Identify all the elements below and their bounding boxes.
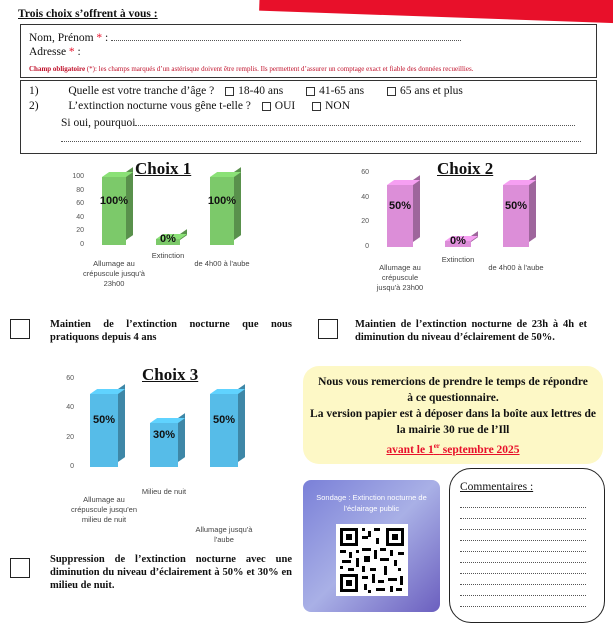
choix-2-description: Maintien de l’extinction nocturne de 23h à 4h et diminution du niveau d’éclairement de 50%. bbox=[355, 319, 587, 343]
q2-oui-checkbox[interactable] bbox=[262, 102, 271, 111]
category-label: de 4h00 à l'aube bbox=[488, 263, 544, 272]
choix-2-checkbox[interactable] bbox=[318, 319, 338, 339]
qr-caption: Sondage : Extinction nocturne de l'éclairage public bbox=[316, 493, 427, 513]
q1-number: 1) bbox=[29, 85, 39, 97]
category-label: Allumage jusqu'à l'aube bbox=[195, 525, 253, 544]
category-label: Allumage au crépuscule jusqu'à 23h00 bbox=[83, 259, 145, 288]
chart-bar bbox=[102, 177, 126, 245]
chart-bar bbox=[387, 185, 413, 247]
thank-you-notice bbox=[303, 366, 603, 464]
q2-text: L’extinction nocturne vous gêne t-elle ? bbox=[68, 100, 251, 112]
q1-option-3: 65 ans et plus bbox=[399, 85, 463, 97]
category-label: Allumage au crépuscule jusqu'à 23h00 bbox=[376, 263, 424, 292]
address-line bbox=[29, 46, 81, 58]
data-label: 0% bbox=[450, 235, 466, 247]
q2-follow-line bbox=[61, 115, 575, 129]
chart-bar bbox=[503, 185, 529, 247]
category-label: Milieu de nuit bbox=[141, 487, 187, 496]
data-label: 50% bbox=[92, 414, 116, 427]
questions-box bbox=[20, 80, 597, 154]
data-label: 50% bbox=[504, 200, 528, 213]
y-tick-label: 20 bbox=[361, 218, 369, 226]
name-asterisk: * bbox=[96, 32, 103, 44]
q2-number: 2) bbox=[29, 100, 39, 112]
chart-choix-1 bbox=[50, 155, 300, 315]
category-label: Extinction bbox=[151, 251, 185, 260]
q2-follow: Si oui, pourquoi bbox=[61, 117, 136, 129]
y-tick-label: 40 bbox=[361, 193, 369, 201]
q1-option-1: 18-40 ans bbox=[238, 85, 284, 97]
comment-line[interactable] bbox=[460, 507, 586, 508]
comment-line[interactable] bbox=[460, 540, 586, 541]
y-tick-label: 60 bbox=[361, 169, 369, 176]
address-label: Adresse bbox=[29, 46, 69, 58]
chart-choix-2 bbox=[345, 155, 605, 315]
q1-option-1-checkbox[interactable] bbox=[225, 87, 234, 96]
comment-line[interactable] bbox=[460, 606, 586, 607]
chart-title: Choix 2 bbox=[437, 159, 494, 178]
comment-line[interactable] bbox=[460, 595, 586, 596]
q1-option-2: 41-65 ans bbox=[319, 85, 365, 97]
y-tick-label: 80 bbox=[76, 186, 84, 194]
name-field[interactable] bbox=[111, 30, 461, 41]
comment-line[interactable] bbox=[460, 529, 586, 530]
q2-follow-line-2 bbox=[61, 131, 581, 145]
y-tick-label: 60 bbox=[66, 375, 74, 382]
chart-title: Choix 3 bbox=[142, 365, 199, 384]
data-label: 50% bbox=[388, 200, 412, 213]
deadline-superscript: er bbox=[433, 442, 440, 450]
page-title: Trois choix s’offrent à vous : bbox=[18, 8, 158, 20]
comments-box[interactable] bbox=[449, 468, 605, 623]
qr-card[interactable] bbox=[303, 480, 440, 612]
choix-1-checkbox[interactable] bbox=[10, 319, 30, 339]
name-colon: : bbox=[102, 32, 109, 44]
chart-choix-3 bbox=[50, 365, 300, 550]
y-tick-label: 40 bbox=[66, 404, 74, 412]
required-note-label: Champ obligatoire bbox=[29, 65, 86, 73]
comment-line[interactable] bbox=[460, 562, 586, 563]
address-asterisk: * bbox=[68, 46, 75, 58]
y-tick-label: 40 bbox=[76, 213, 84, 221]
data-label: 100% bbox=[99, 195, 129, 207]
question-2 bbox=[29, 100, 350, 112]
comment-line[interactable] bbox=[460, 584, 586, 585]
question-1 bbox=[29, 85, 463, 97]
choix-1-description: Maintien de l’extinction nocturne que nous pratiquons depuis 4 ans bbox=[50, 319, 292, 343]
notice-line-2: La version papier est à déposer dans la boîte aux lettres de la mairie 30 rue de l’Ill bbox=[310, 408, 596, 436]
q2-oui: OUI bbox=[274, 100, 296, 112]
comments-title: Commentaires : bbox=[460, 481, 534, 493]
notice-deadline: avant le 1er septembre 2025 bbox=[386, 442, 520, 456]
y-tick-label: 20 bbox=[76, 227, 84, 235]
category-label: Extinction bbox=[441, 255, 475, 264]
comment-line[interactable] bbox=[460, 551, 586, 552]
notice-line-1: Nous vous remercions de prendre le temps de répondre à ce questionnaire. bbox=[318, 376, 588, 404]
q1-option-3-checkbox[interactable] bbox=[387, 87, 396, 96]
data-label: 50% bbox=[212, 414, 236, 427]
data-label: 30% bbox=[152, 429, 176, 441]
q2-non-checkbox[interactable] bbox=[312, 102, 321, 111]
y-tick-label: 0 bbox=[365, 243, 369, 250]
q1-text: Quelle est votre tranche d’âge ? bbox=[68, 85, 215, 97]
comment-line[interactable] bbox=[460, 518, 586, 519]
required-note bbox=[29, 65, 473, 73]
q2-follow-field[interactable] bbox=[135, 115, 575, 126]
q2-follow-field-2[interactable] bbox=[61, 131, 581, 142]
header-red-band bbox=[259, 0, 613, 25]
q1-option-2-checkbox[interactable] bbox=[306, 87, 315, 96]
chart-bar bbox=[90, 394, 118, 467]
chart-bar bbox=[210, 394, 238, 467]
chart-bar bbox=[210, 177, 234, 245]
y-tick-label: 0 bbox=[80, 241, 84, 248]
category-label: Allumage au crépuscule jusqu'en milieu de nuit bbox=[70, 495, 138, 524]
name-line bbox=[29, 30, 461, 44]
y-tick-label: 60 bbox=[76, 200, 84, 208]
data-label: 100% bbox=[207, 195, 237, 207]
choix-3-checkbox[interactable] bbox=[10, 558, 30, 578]
identity-box bbox=[20, 24, 597, 78]
chart-title: Choix 1 bbox=[135, 159, 192, 178]
y-tick-label: 100 bbox=[72, 173, 84, 180]
choix-3-description: Suppression de l’extinction nocturne avec une diminution du niveau d’éclairement à 50% et 30% en milieu de nuit. bbox=[50, 554, 292, 591]
comment-line[interactable] bbox=[460, 573, 586, 574]
address-colon: : bbox=[74, 46, 81, 58]
name-label: Nom, Prénom bbox=[29, 32, 97, 44]
y-tick-label: 0 bbox=[70, 463, 74, 470]
y-tick-label: 20 bbox=[66, 433, 74, 441]
required-note-text: (*): les champs marqués d’un astérisque doivent être remplis. Ils permettent d’assurer un comptage exact et fiable des données recueillies. bbox=[85, 65, 474, 73]
category-label: de 4h00 à l'aube bbox=[194, 259, 250, 268]
qr-code-icon[interactable] bbox=[336, 524, 408, 596]
q2-non: NON bbox=[325, 100, 351, 112]
data-label: 0% bbox=[160, 233, 176, 245]
